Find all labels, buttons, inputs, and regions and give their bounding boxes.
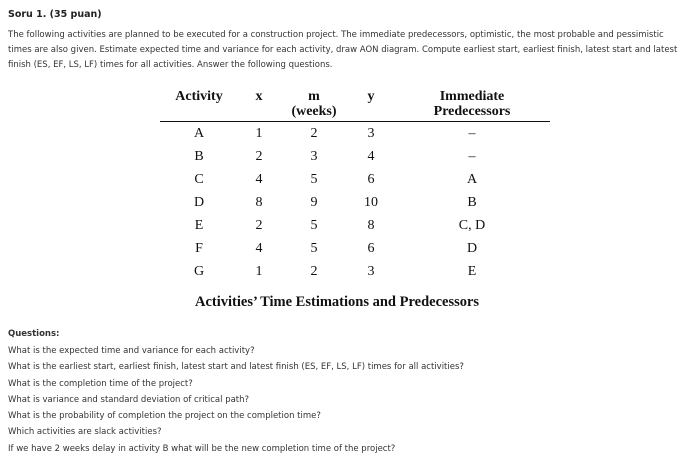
question-item: What is variance and standard deviation of critical path?: [8, 394, 250, 405]
question-item: What is the earliest start, earliest finish, latest start and latest finish (ES, EF, LS, LF) times for all activities?: [8, 362, 464, 373]
header-x: x: [238, 88, 280, 122]
cell-m: 5: [310, 217, 318, 233]
cell-x: 8: [255, 194, 263, 210]
cell-y: 6: [367, 240, 375, 256]
table-row: [160, 145, 550, 168]
question-item: What is the probability of completion the project on the completion time?: [8, 411, 321, 422]
questions-section: [8, 326, 464, 457]
intro-line: finish (ES, EF, LS, LF) times for all activities. Answer the following questions.: [8, 60, 333, 70]
question-item: Which activities are slack activities?: [8, 427, 162, 438]
cell-y: 8: [367, 217, 375, 233]
cell-y: 3: [367, 125, 375, 141]
header-m-label: m: [308, 89, 320, 104]
header-pred-line2: Predecessors: [433, 104, 511, 119]
cell-m: 3: [310, 148, 318, 164]
header-y: y: [348, 88, 394, 122]
cell-y: 4: [367, 148, 375, 164]
cell-activity: F: [195, 240, 203, 256]
table-caption: Activities’ Time Estimations and Predecessors: [195, 294, 480, 310]
cell-m: 9: [310, 194, 318, 210]
questions-title: Questions:: [8, 329, 60, 339]
activity-table-container: [160, 88, 550, 283]
intro-line: The following activities are planned to be executed for a construction project. The immediate predecessors, optimistic, the most probable and pessimistic: [8, 30, 664, 40]
intro-line: times are also given. Estimate expected time and variance for each activity, draw AON diagram. Compute earliest start, earliest finish, latest start and latest: [8, 45, 678, 55]
cell-x: 4: [255, 171, 263, 187]
cell-y: 10: [364, 194, 378, 210]
table-row: [160, 237, 550, 260]
table-row: [160, 214, 550, 237]
cell-activity: A: [193, 125, 205, 141]
cell-activity: E: [194, 217, 204, 233]
cell-m: 5: [310, 240, 318, 256]
header-pred-line1: Immediate: [439, 89, 505, 104]
header-activity: Activity: [160, 88, 238, 122]
cell-activity: G: [193, 263, 205, 279]
cell-m: 2: [310, 263, 318, 279]
cell-x: 1: [255, 125, 263, 141]
cell-m: 5: [310, 171, 318, 187]
question-intro: [8, 28, 692, 73]
table-row: [160, 122, 550, 146]
table-row: [160, 191, 550, 214]
activity-table: [160, 88, 550, 283]
question-item: What is the expected time and variance for each activity?: [8, 346, 255, 356]
header-m: [280, 88, 348, 122]
cell-x: 2: [255, 148, 263, 164]
question-item: What is the completion time of the project?: [8, 378, 193, 389]
cell-x: 4: [255, 240, 263, 256]
cell-m: 2: [310, 125, 318, 141]
cell-y: 3: [367, 263, 375, 279]
cell-pred: B: [467, 194, 477, 210]
cell-pred: –: [468, 125, 476, 141]
question-item: If we have 2 weeks delay in activity B what will be the new completion time of the project?: [8, 443, 396, 454]
header-m-unit: (weeks): [291, 104, 337, 119]
cell-x: 2: [255, 217, 263, 233]
cell-y: 6: [367, 171, 375, 187]
cell-x: 1: [255, 263, 263, 279]
cell-activity: B: [194, 148, 204, 164]
header-predecessors: [394, 88, 550, 122]
cell-activity: C: [194, 171, 204, 187]
cell-pred: C, D: [458, 217, 486, 233]
cell-pred: E: [467, 263, 477, 279]
cell-pred: D: [466, 240, 478, 256]
table-header-row: [160, 88, 550, 122]
question-heading: Soru 1. (35 puan): [8, 9, 102, 20]
table-row: [160, 260, 550, 283]
cell-pred: –: [468, 148, 476, 164]
cell-pred: A: [466, 171, 478, 187]
cell-activity: D: [193, 194, 205, 210]
table-row: [160, 168, 550, 191]
